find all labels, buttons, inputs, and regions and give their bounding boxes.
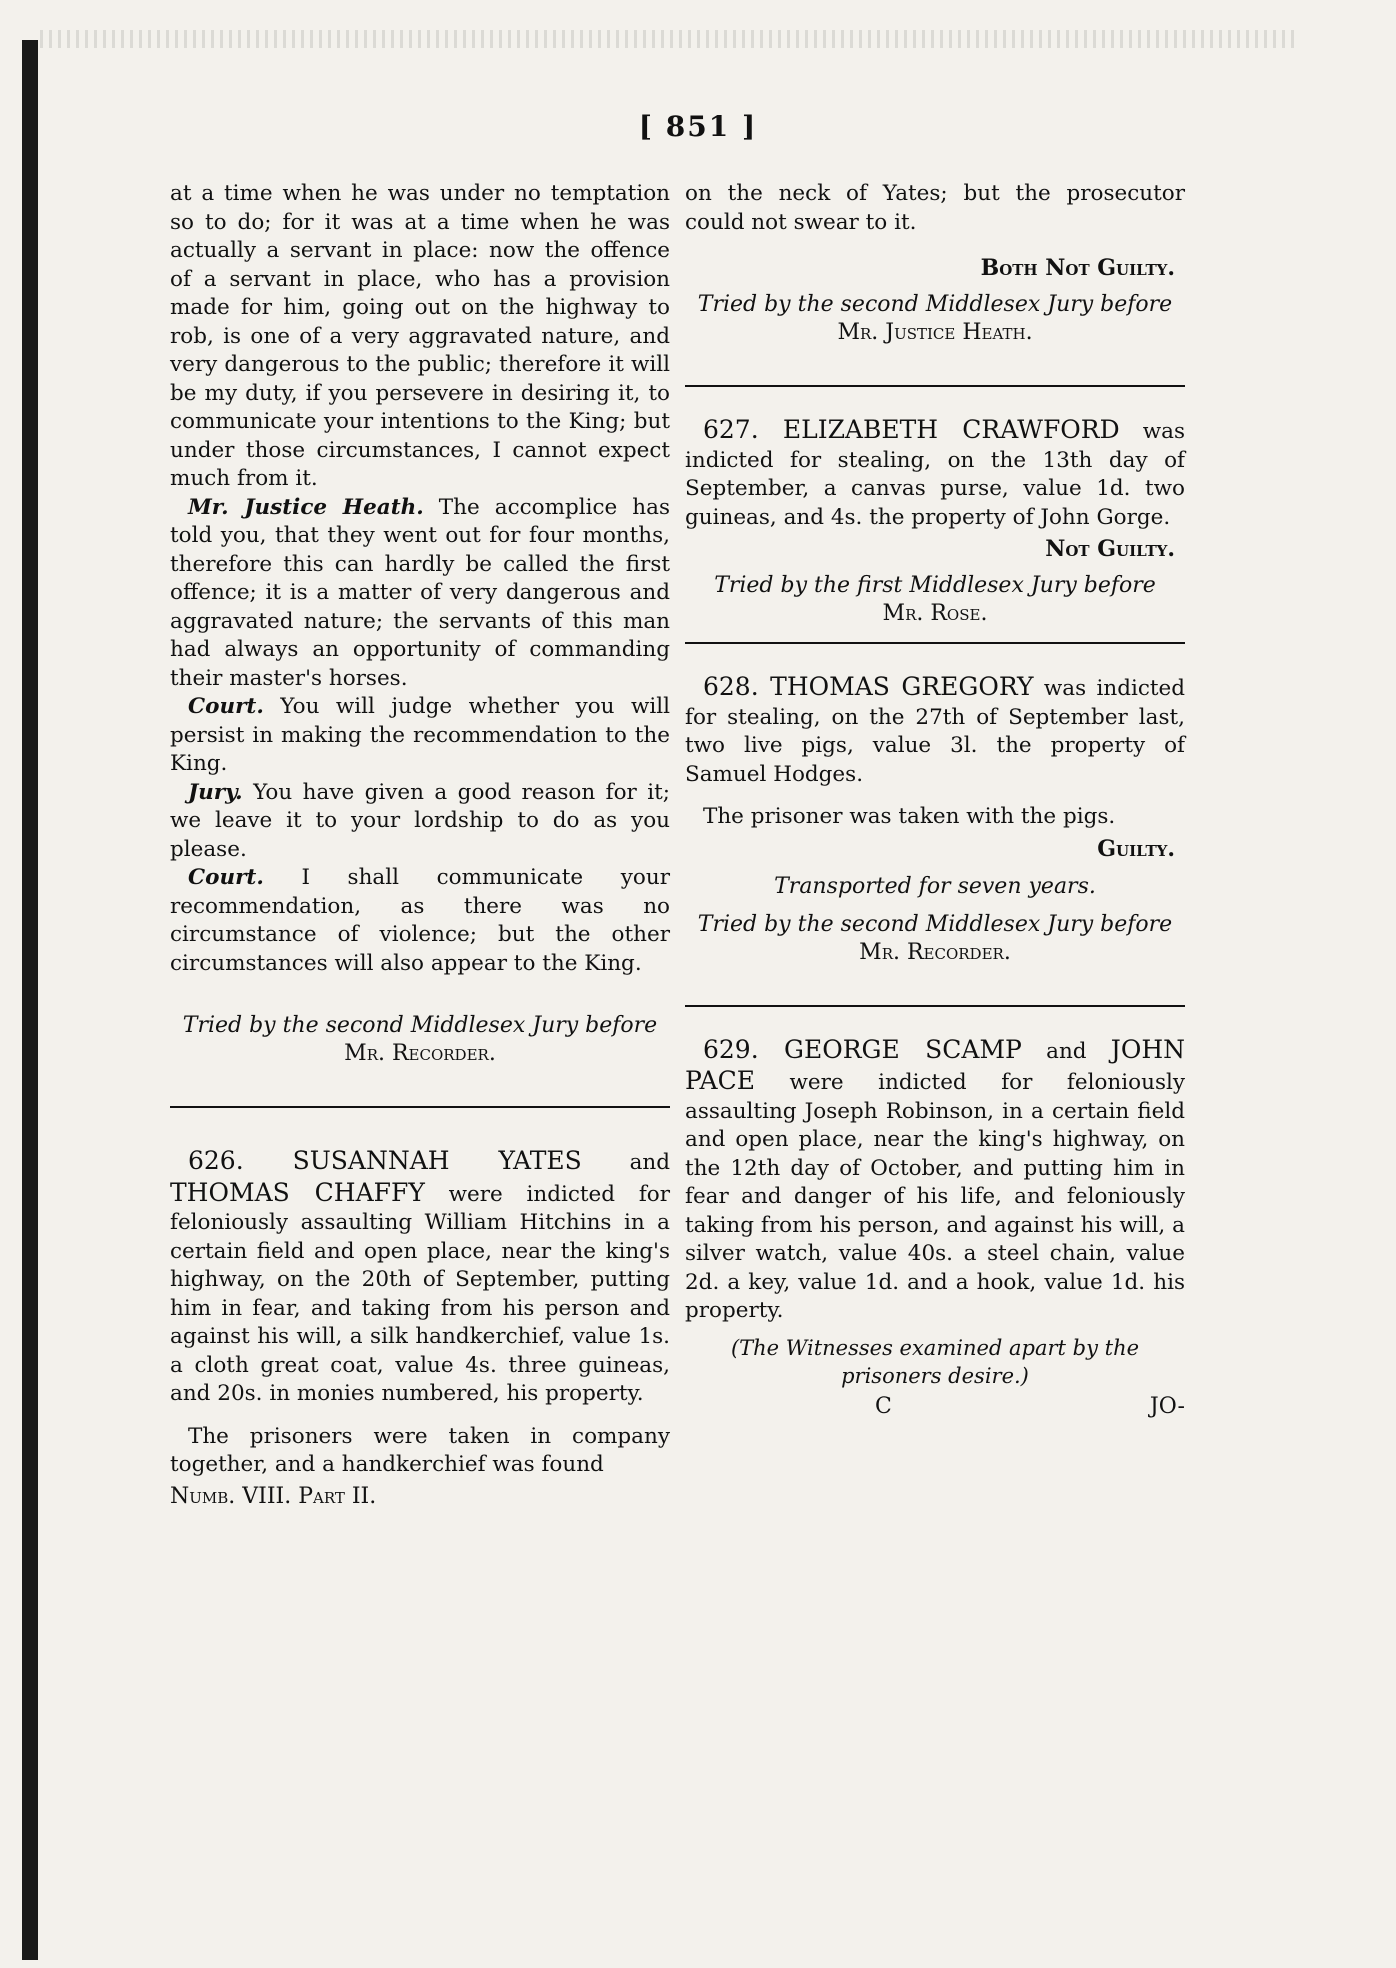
case-626-text: were indicted for feloniously assaulting William Hitchins in a certain field and open place, near the king's highway, on the 20th of September, putting him in fear, and taking from his person and against his will, a silk handkerchief, value 1s. a cloth great coat, value 4s. three guineas, and 20s. in monies numbered, his property. <box>170 1181 670 1406</box>
speaker-label: Jury. <box>188 779 243 805</box>
spacer <box>685 1021 1185 1035</box>
spacer <box>685 789 1185 803</box>
page-number: [ 851 ] <box>638 110 758 143</box>
section-divider <box>170 1106 670 1108</box>
right-column <box>685 180 1185 1419</box>
case-626-defendant-2: THOMAS CHAFFY <box>170 1177 425 1207</box>
verdict-628: Guilty. <box>1097 835 1175 862</box>
case-626-and: and <box>581 1150 671 1175</box>
tried-line: Tried by the second Middlesex Jury before <box>697 292 1173 317</box>
tried-line: Tried by the second Middlesex Jury before <box>697 911 1173 937</box>
paragraph-justice-heath <box>170 494 670 694</box>
case-629-entry <box>685 1035 1185 1326</box>
spacer <box>170 1078 670 1092</box>
case-629-text: were indicted for feloniously assaulting Joseph Robinson, in a certain field and open place, near the king's highway, on the 12th day of October, and putting him in fear and danger of his life, and feloniously taking from his person, and against his will, a silver watch, value 40s. a steel chain, value 2d. a key, value 1d. and a hook, value 1d. his property. <box>685 1070 1185 1323</box>
sentence-628: Transported for seven years. <box>774 873 1096 899</box>
tried-before-627 <box>685 572 1185 628</box>
case-628-paragraph-2: The prisoner was taken with the pigs. <box>703 804 1116 829</box>
case-627-text: was indicted for stealing, on the 13th day of September, a canvas purse, value 1d. two guineas, and 4s. the property of John Gorge. <box>685 419 1185 530</box>
paragraph-continuation: on the neck of Yates; but the prosecutor could not swear to it. <box>685 181 1185 235</box>
paragraph-court-2 <box>170 864 670 978</box>
speaker-label: Mr. Justice Heath. <box>188 494 424 520</box>
spacer <box>685 357 1185 371</box>
case-628-text: was indicted for stealing, on the 27th of September last, two live pigs, value 3l. the property of Samuel Hodges. <box>685 676 1185 787</box>
signature-letter: C <box>875 1393 892 1419</box>
case-626-entry <box>170 1146 670 1409</box>
paragraph-continuation: at a time when he was under no temptation so to do; for it was at a time when he was actually a servant in place: now the offence of a servant in place, who has a provision made for him, going out on the highway to rob, is one of a very aggravated nature, and very dangerous to the public; therefore it will be my duty, if you persevere in desiring it, to communicate your intentions to the King; but under those circumstances, I cannot expect much from it. <box>170 181 670 491</box>
scan-edge-shadow <box>22 40 38 1960</box>
tried-before-624 <box>170 1012 670 1068</box>
tried-before-628 <box>685 911 1185 967</box>
speech-text: The accomplice has told you, that they went out for four months, therefore this can hardly be called the first offence; it is a matter of very dangerous and aggravated nature; the servants of this man had always an opportunity of commanding their master's horses. <box>170 494 670 691</box>
case-629-defendant-2: JOHN PACE <box>685 1034 1185 1095</box>
section-divider <box>685 642 1185 644</box>
spacer <box>685 237 1185 251</box>
verdict-627: Not Guilty. <box>1045 536 1175 562</box>
case-629-note: (The Witnesses examined apart by the prisoners desire.) <box>730 1335 1140 1388</box>
spacer <box>685 658 1185 672</box>
case-629-and: and <box>1021 1038 1111 1064</box>
case-628-defendant: 628. THOMAS GREGORY <box>703 672 1034 701</box>
verdict-625: Both Not Guilty. <box>980 255 1175 281</box>
speech-text: I shall communicate your recommendation, as there was no circumstance of violence; but the other circumstances will also appear to the King. <box>170 865 670 976</box>
paragraph-jury <box>170 779 670 865</box>
tried-before-625 <box>685 291 1185 347</box>
spacer <box>170 1122 670 1146</box>
spacer <box>685 401 1185 415</box>
judge-name: Mr. Recorder. <box>859 939 1011 965</box>
footer-right <box>685 1394 1185 1419</box>
spacer <box>170 978 670 1002</box>
case-628-entry <box>685 672 1185 789</box>
speech-text: You have given a good reason for it; we leave it to your lordship to do as you please. <box>170 779 670 862</box>
left-column <box>170 180 670 1509</box>
speaker-label: Court. <box>188 694 264 719</box>
scan-top-noise <box>40 30 1300 48</box>
judge-name: Mr. Rose. <box>882 601 988 626</box>
judge-name: Mr. Recorder. <box>344 1041 496 1066</box>
spacer <box>170 1409 670 1423</box>
section-divider <box>685 1005 1185 1007</box>
tried-line: Tried by the second Middlesex Jury before <box>182 1013 658 1038</box>
case-627-entry <box>685 415 1185 532</box>
spacer <box>685 977 1185 991</box>
footer-left <box>170 1484 670 1509</box>
judge-name: Mr. Justice Heath. <box>837 320 1033 345</box>
case-629-defendant-1: 629. GEORGE SCAMP <box>703 1034 1022 1064</box>
catchword: JO- <box>1149 1393 1185 1419</box>
tried-line: Tried by the first Middlesex Jury before <box>714 573 1156 598</box>
case-627-defendant: 627. ELIZABETH CRAWFORD <box>703 415 1120 444</box>
speech-text: You will judge whether you will persist in making the recommendation to the King. <box>170 694 670 776</box>
paragraph-court-1 <box>170 693 670 779</box>
speaker-label: Court. <box>188 865 264 890</box>
case-626-paragraph-2: The prisoners were taken in company together, and a handkerchief was found <box>170 1423 670 1477</box>
section-divider <box>685 385 1185 387</box>
signature-mark: Numb. VIII. Part II. <box>170 1483 377 1509</box>
case-626-defendant-1: 626. SUSANNAH YATES <box>188 1146 582 1175</box>
